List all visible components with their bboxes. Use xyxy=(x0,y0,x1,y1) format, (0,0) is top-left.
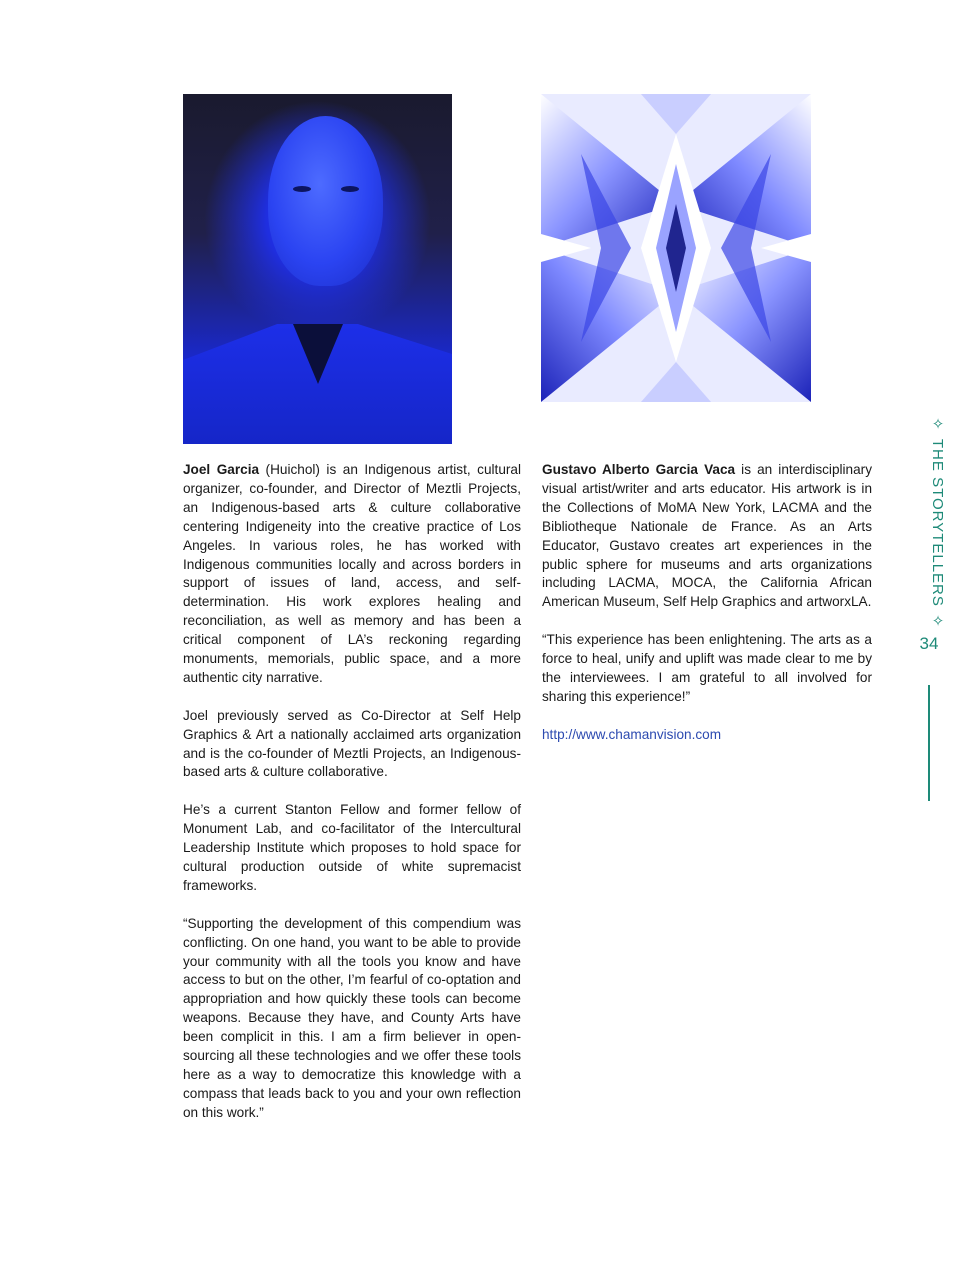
portrait-photo xyxy=(183,94,452,444)
joel-bio-intro: (Huichol) is an Indigenous artist, cultural organizer, co-founder, and Director of Meztli Projects, an Indigenous-based arts & culture collaborative centering Indigeneity into the creative practice of Los Angeles. In various roles, he has worked with Indigenous communities locally and across borders in support of issues of land, access, and self-determination. His work explores healing and reconciliation, as well as memory and has been a critical component of LA’s reckoning regarding monuments, memorials, public space, and a more authentic city narrative. xyxy=(183,462,521,685)
portrait-head xyxy=(268,116,383,286)
joel-paragraph-3: He’s a current Stanton Fellow and former fellow of Monument Lab, and co-facilitator of the Intercultural Leadership Institute which proposes to hold space for cultural production outside of white supremacist frameworks. xyxy=(183,802,521,893)
artwork-kaleidoscope xyxy=(541,94,811,402)
portrait-eye-right xyxy=(341,186,359,192)
joel-quote: “Supporting the development of this compendium was conflicting. On one hand, you want to be able to provide your community with all the tools you know and have access to but on the other, I’m fearful of co-optation and appropriation and how quickly these tools can become weapons. Because they have, and County Arts have been complicit in this. I am a firm believer in open-sourcing all these technologies and we offer these tools here as a way to democratize this knowledge with a compass that leads back to you and your own reflection on this work.” xyxy=(183,915,521,1120)
joel-paragraph-2: Joel previously served as Co-Director at Self Help Graphics & Art a nationally acclaimed arts organization and is the co-founder of Meztli Projects, an Indigenous-based arts & culture collaborative. xyxy=(183,707,521,780)
section-label: ✧ THE STORYTELLERS ✧ xyxy=(929,415,946,632)
left-text-column xyxy=(183,461,521,1142)
gustavo-quote: “This experience has been enlightening. The arts as a force to heal, unify and uplift was made clear to me by the interviewees. I am grateful to all involved for sharing this experience!” xyxy=(542,632,872,704)
gustavo-name: Gustavo Alberto Garcia Vaca xyxy=(542,462,736,477)
portrait-eye-left xyxy=(293,186,311,192)
joel-name: Joel Garcia xyxy=(183,462,260,477)
chamanvision-link[interactable]: http://www.chamanvision.com xyxy=(542,726,722,742)
gustavo-bio xyxy=(542,461,872,612)
joel-bio xyxy=(183,461,521,688)
sidebar-divider xyxy=(928,685,930,801)
gustavo-bio-intro: is an interdisciplinary visual artist/writer and arts educator. His artwork is in the Collections of MoMA New York, LACMA and the Bibliotheque Nationale de France. As an Arts Educator, Gustavo creates art experiences in the public sphere for museums and arts organizations including LACMA, MOCA, the California African American Museum, Self Help Graphics and artworxLA. xyxy=(542,462,872,610)
page-number: 34 xyxy=(919,634,939,653)
right-text-column xyxy=(542,461,872,763)
artwork-image xyxy=(541,94,811,402)
